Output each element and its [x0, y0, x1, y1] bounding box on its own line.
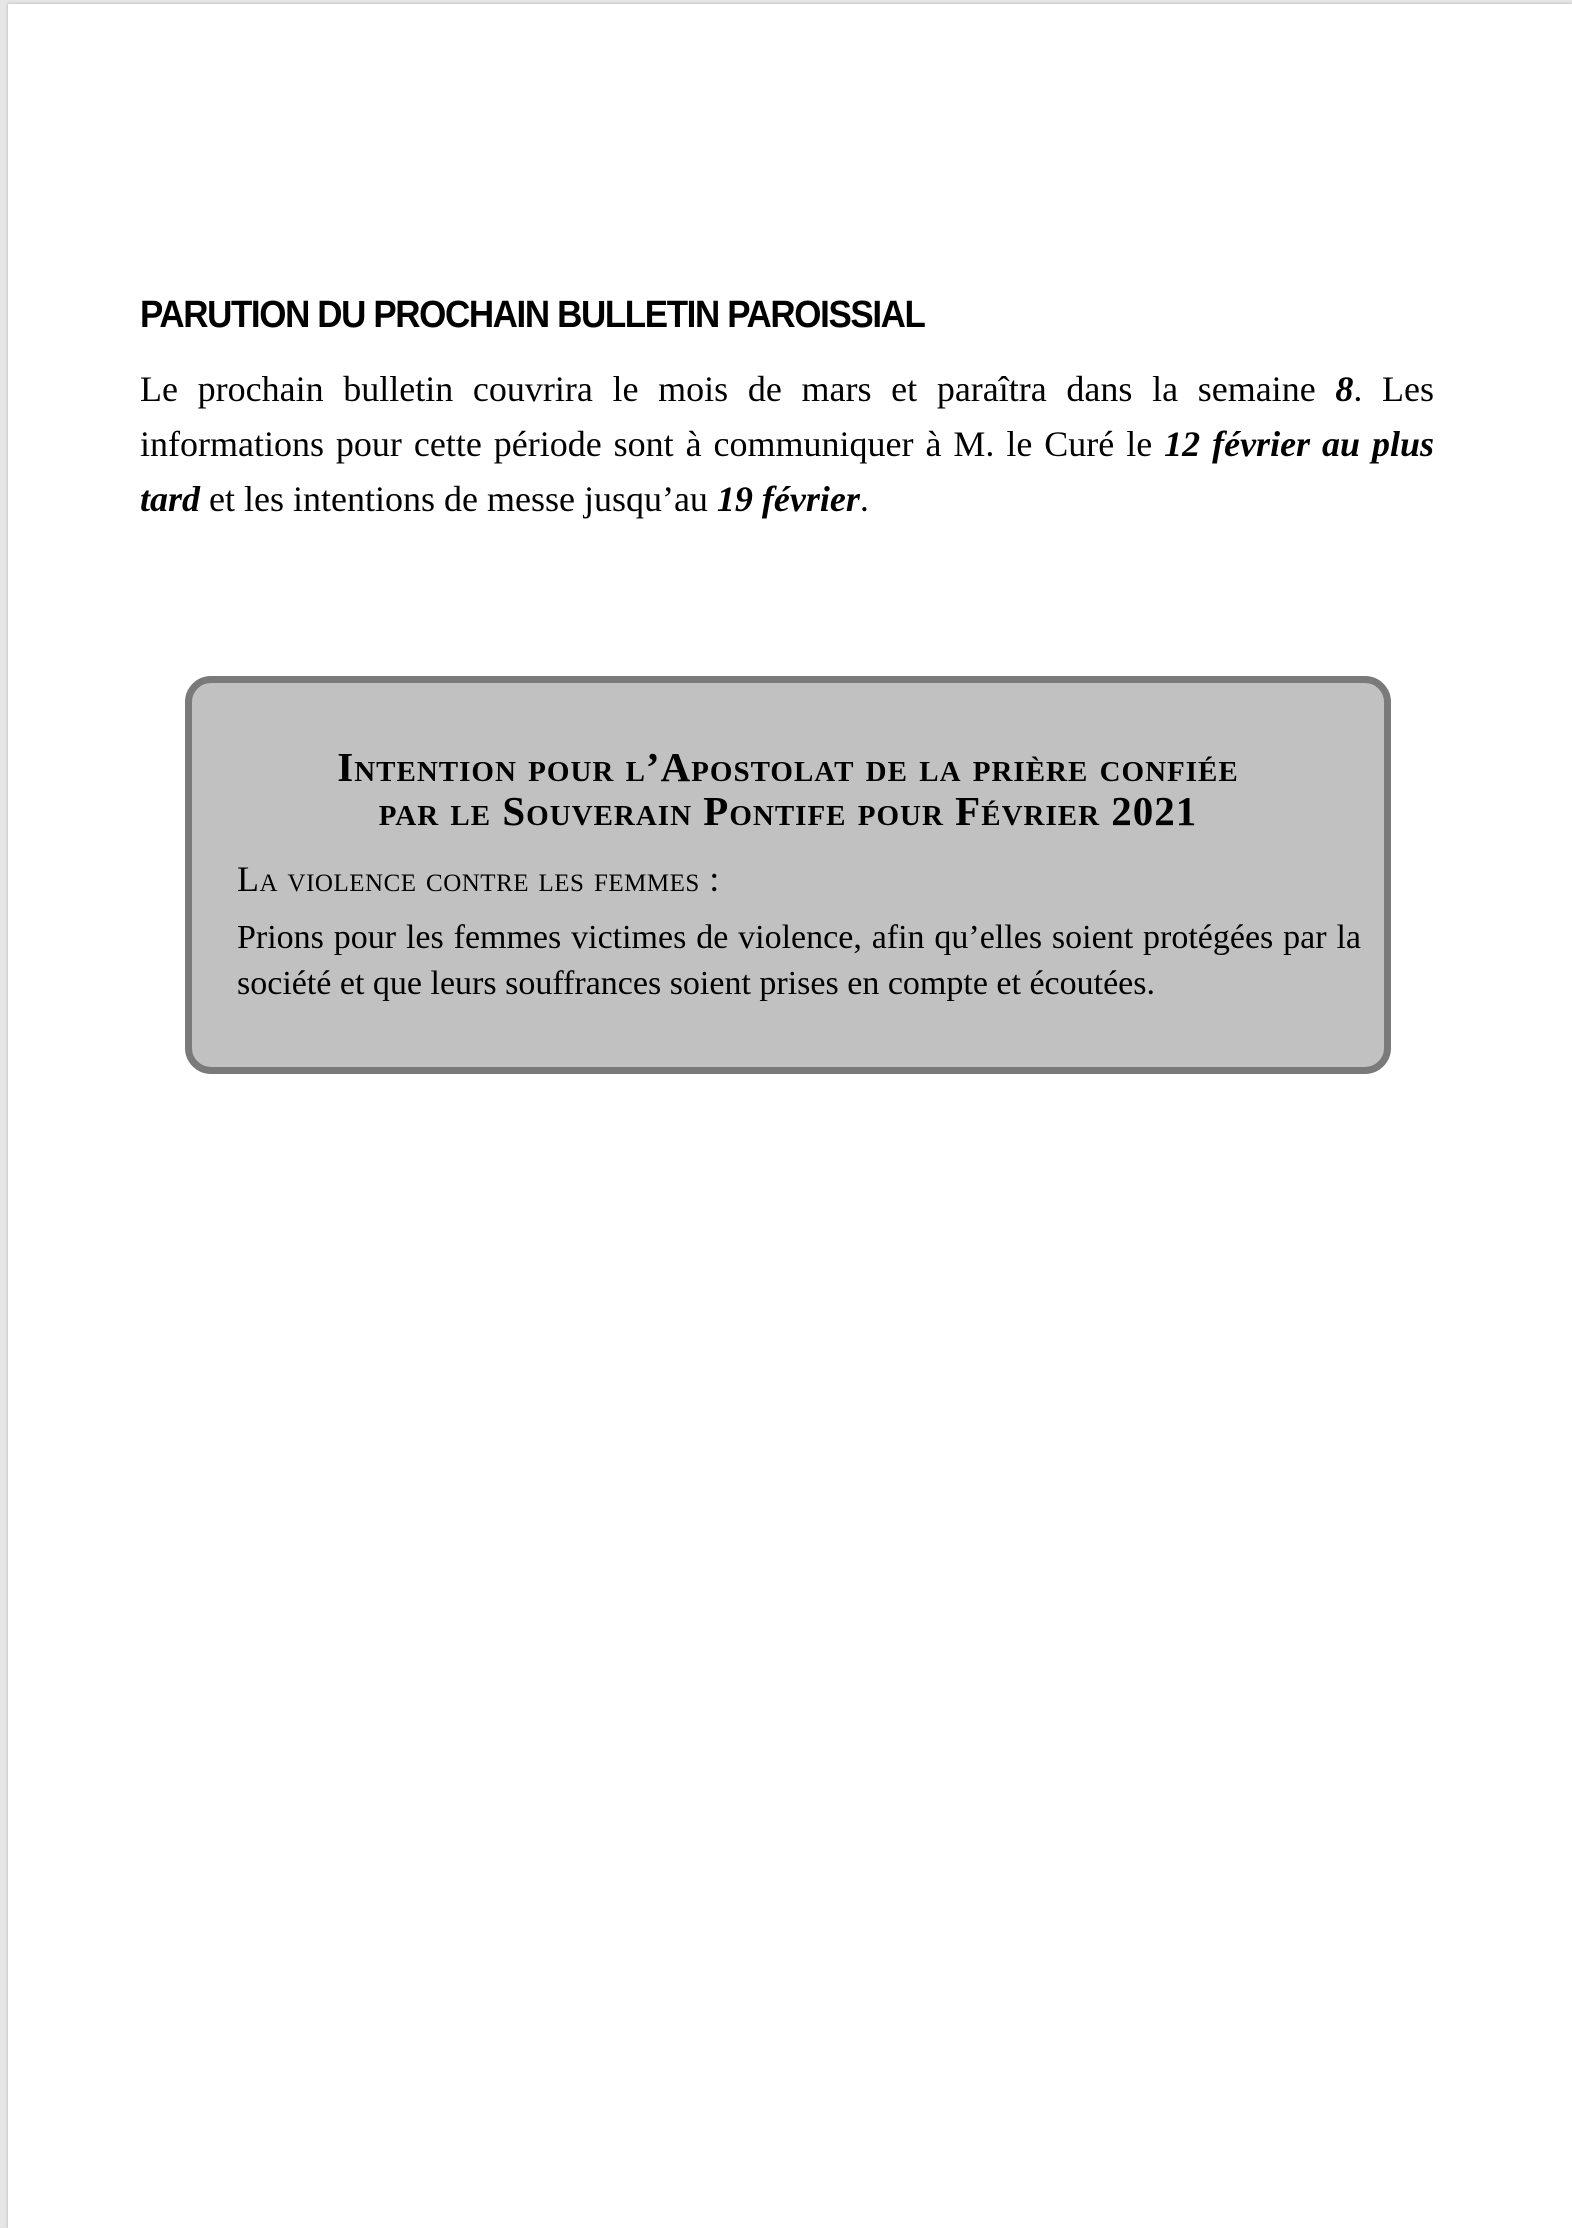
- prayer-intention-box: [185, 676, 1391, 1074]
- paragraph-text-3: et les intentions de messe jusqu’au: [200, 479, 717, 519]
- prayer-box-subtitle: La violence contre les femmes :: [237, 859, 720, 899]
- paragraph-text-1: Le prochain bulletin couvrira le mois de mars et paraîtra dans la semaine: [140, 369, 1336, 409]
- section-heading: PARUTION DU PROCHAIN BULLETIN PAROISSIAL: [140, 294, 925, 336]
- bulletin-paragraph: [140, 362, 1434, 527]
- prayer-box-title: [192, 745, 1384, 833]
- prayer-box-title-line-2: par le Souverain Pontife pour Février 2021: [378, 788, 1198, 834]
- prayer-box-text: Prions pour les femmes victimes de violence, afin qu’elles soient protégées par la société et que leurs souffrances soient prises en compte et écoutées.: [237, 919, 1361, 1002]
- week-number: 8: [1335, 369, 1354, 409]
- document-page: [8, 4, 1572, 2228]
- prayer-box-title-line-1: Intention pour l’Apostolat de la prière confiée: [337, 744, 1239, 790]
- paragraph-text-2: . Les informations pour cette période sont à communiquer à M. le Curé le: [140, 369, 1434, 464]
- info-deadline: 12 février au plus tard: [140, 424, 1435, 519]
- mass-deadline: 19 février: [716, 479, 860, 519]
- paragraph-text-4: .: [859, 479, 869, 519]
